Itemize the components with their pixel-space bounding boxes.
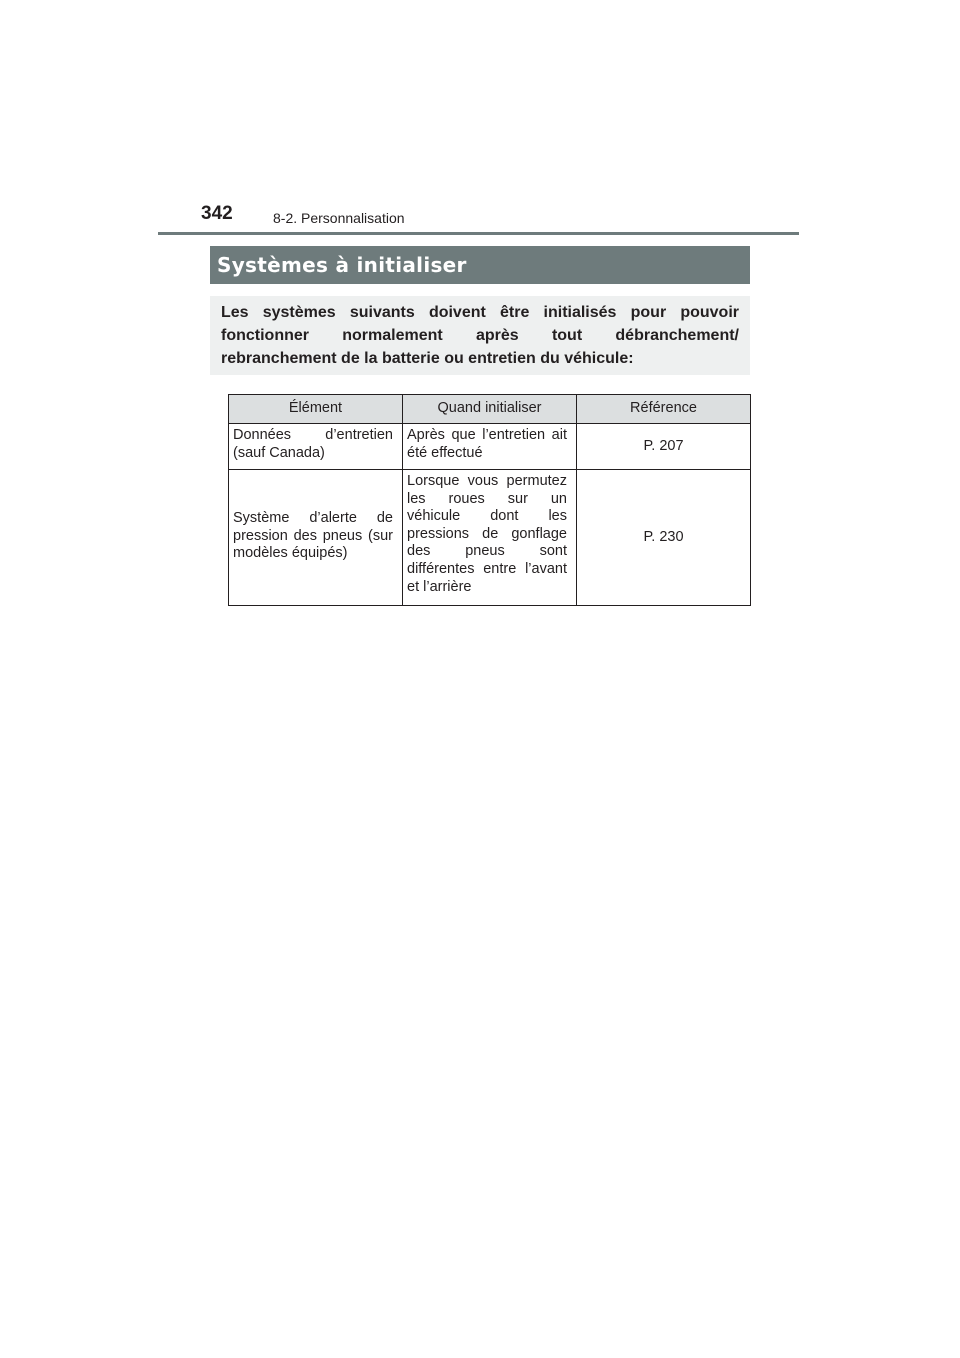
cell-reference: P. 207 <box>577 424 751 470</box>
intro-box <box>210 296 750 375</box>
header-rule <box>158 232 799 235</box>
cell-item-text: Données d’entretien (sauf Canada) <box>233 427 393 461</box>
intro-text: Les systèmes suivants doivent être initialisés pour pouvoir fonctionner normalement après tout débranchement/ rebranchement de la batterie ou entretien du véhicule: <box>221 304 739 367</box>
cell-item <box>229 424 403 470</box>
cell-when-text: Lorsque vous permutez les roues sur un véhicule dont les pressions de gonflage des pneus sont différentes entre l’avant et l’arrière <box>407 473 567 595</box>
cell-when <box>403 470 577 606</box>
section-title-bar <box>210 246 750 284</box>
initialization-table <box>228 394 751 606</box>
cell-item-text: Système d’alerte de pression des pneus (sur modèles équipés) <box>233 510 393 562</box>
header-reference: Référence <box>577 395 751 424</box>
section-title: Systèmes à initialiser <box>217 253 467 277</box>
cell-when <box>403 424 577 470</box>
cell-item <box>229 470 403 606</box>
header-element: Élément <box>229 395 403 424</box>
cell-when-text: Après que l’entretien ait été effectué <box>407 427 567 461</box>
header-when: Quand initialiser <box>403 395 577 424</box>
section-label: 8-2. Personnalisation <box>273 210 405 226</box>
table-header-row <box>229 395 751 424</box>
page-number: 342 <box>201 203 233 224</box>
table-row <box>229 424 751 470</box>
cell-reference: P. 230 <box>577 470 751 606</box>
table-row <box>229 470 751 606</box>
